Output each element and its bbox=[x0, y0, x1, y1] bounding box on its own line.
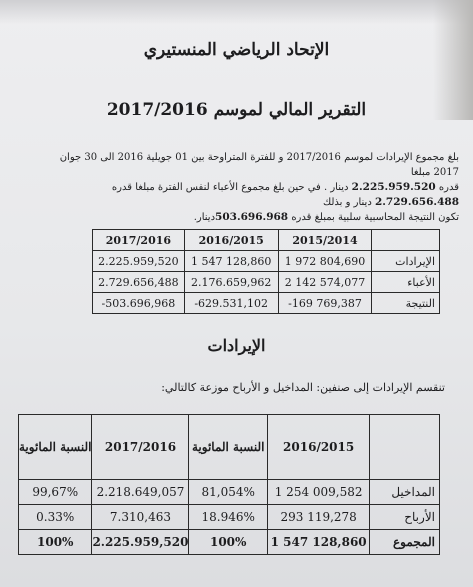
result-total: 503.696.968 bbox=[215, 211, 289, 223]
table-header-row bbox=[19, 415, 440, 480]
header-2016: 2016/2015 bbox=[184, 230, 278, 251]
table-row: 2.225.959,520 1 547 128,860 1 972 804,690 الإيرادات bbox=[93, 251, 440, 272]
table-header-row bbox=[93, 230, 440, 251]
paragraph-line-1: بلغ مجموع الإيرادات لموسم 2017/2016 و للفترة المتراوحة بين 01 جويلية 2016 الى 30 جوان 2017 مبلغا bbox=[59, 152, 459, 178]
row-label: المجموع bbox=[370, 530, 440, 555]
paragraph-line-3: تكون النتيجة المحاسبية سلبية بمبلغ قدره 503.696.968دينار. bbox=[193, 211, 459, 223]
section-title: الإيرادات bbox=[207, 336, 266, 355]
revenue-breakdown-table bbox=[18, 414, 440, 555]
revenue-total: 2.225.959.520 bbox=[351, 181, 436, 193]
header-percent-2016: النسبة المائوية bbox=[189, 415, 267, 480]
table-row: 99,67% 2.218.649,057 81,054% 1 254 009,582 المداخيل bbox=[19, 480, 440, 505]
row-label: الأرباح bbox=[370, 505, 440, 530]
header-2017: 2017/2016 bbox=[92, 415, 189, 480]
expense-total: 2.729.656.488 bbox=[374, 196, 459, 208]
report-title: التقرير المالي لموسم 2017/2016 bbox=[106, 100, 367, 120]
section-intro: تنقسم الإيرادات إلى صنفين: المداخيل و الأرباح موزعة كالتالي: bbox=[161, 381, 445, 394]
row-label: الأعباء bbox=[372, 272, 440, 293]
organization-name: الإتحاد الرياضي المنستيري bbox=[143, 40, 330, 60]
table-total-row: 100% 2.225.959,520 100% 1 547 128,860 المجموع bbox=[19, 530, 440, 555]
page-shadow bbox=[0, 0, 473, 24]
row-label: المداخيل bbox=[370, 480, 440, 505]
table-row: 0.33% 7.310,463 18.946% 293 119,278 الأرباح bbox=[19, 505, 440, 530]
paragraph-line-2: قدره 2.225.959.520 دينار . في حين بلغ مجموع الأعباء لنفس الفترة مبلغا قدره 2.729.656.488 دينار و بذلك bbox=[111, 181, 459, 208]
header-empty bbox=[370, 415, 440, 480]
row-label: النتيجة bbox=[372, 293, 440, 314]
header-percent-2017: النسبة المائوية bbox=[19, 415, 92, 480]
header-2017: 2017/2016 bbox=[93, 230, 185, 251]
header-2016: 2016/2015 bbox=[267, 415, 369, 480]
table-row: 2.729.656,488 2.176.659,962 2 142 574,077 الأعباء bbox=[93, 272, 440, 293]
table-row: -503.696,968 -629.531,102 -169 769,387 النتيجة bbox=[93, 293, 440, 314]
header-2015: 2015/2014 bbox=[278, 230, 372, 251]
summary-paragraph bbox=[39, 150, 459, 225]
financial-summary-table bbox=[92, 229, 440, 314]
row-label: الإيرادات bbox=[372, 251, 440, 272]
header-empty bbox=[372, 230, 440, 251]
